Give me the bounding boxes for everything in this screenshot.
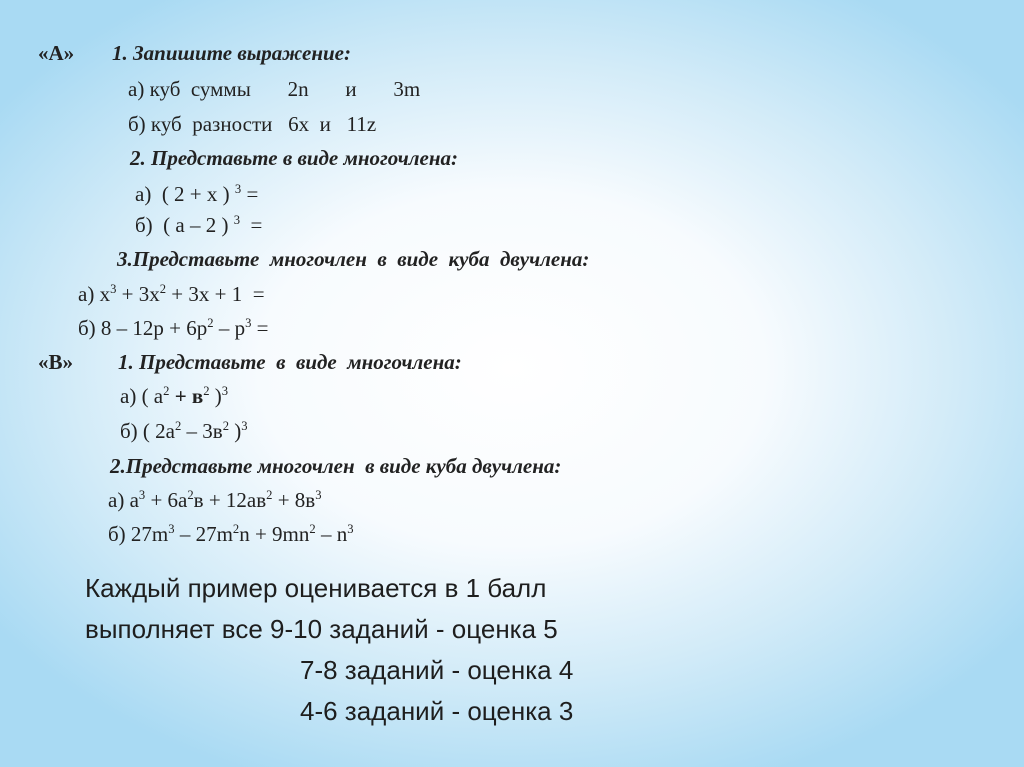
section-a-label: «А» — [38, 41, 75, 65]
task-b1-title: 1. Представьте в виде многочлена: — [118, 350, 462, 374]
task-a3-title: 3.Представьте многочлен в виде куба двучлена: — [117, 247, 590, 271]
task-a1-item-b: б) куб разности 6x и 11z — [128, 112, 377, 136]
grading-line-2: выполняет все 9-10 заданий - оценка 5 — [85, 614, 558, 644]
task-a2-item-b: б) ( a – 2 ) $^3$ = — [135, 213, 263, 237]
task-b1-item-a: а) ( $a^2 + в^2$ )$^3$ — [120, 384, 229, 408]
task-b2-item-a: а) $a^3 + 6a^2в + 12aв^2 + 8в^3$ — [108, 488, 322, 512]
task-a2-item-a: а) ( 2 + x ) $^3$ = — [135, 182, 259, 206]
task-a3-item-b: б) $8 - 12p + 6p^2 - p^3$ = — [78, 316, 269, 340]
grading-line-1: Каждый пример оценивается в 1 балл — [85, 573, 547, 603]
task-a1-title: 1. Запишите выражение: — [112, 41, 351, 65]
task-b2-item-b: б) $27m^3 - 27m^2n + 9mn^2 - n^3$ — [108, 522, 354, 546]
grading-line-3: 7-8 заданий - оценка 4 — [300, 655, 574, 685]
task-a3-item-a: а) $x^3 + 3x^2 + 3x + 1$ = — [78, 282, 265, 306]
task-a1-item-a: а) куб суммы 2n и 3m — [128, 77, 421, 101]
task-b2-title: 2.Представьте многочлен в виде куба двучлена: — [110, 454, 562, 478]
section-b-label: «В» — [38, 350, 74, 374]
task-a2-title: 2. Представьте в виде многочлена: — [130, 146, 459, 170]
grading-line-4: 4-6 заданий - оценка 3 — [300, 696, 574, 726]
task-b1-item-b: б) ( $2a^2 - 3в^2$ )$^3$ — [120, 419, 248, 443]
